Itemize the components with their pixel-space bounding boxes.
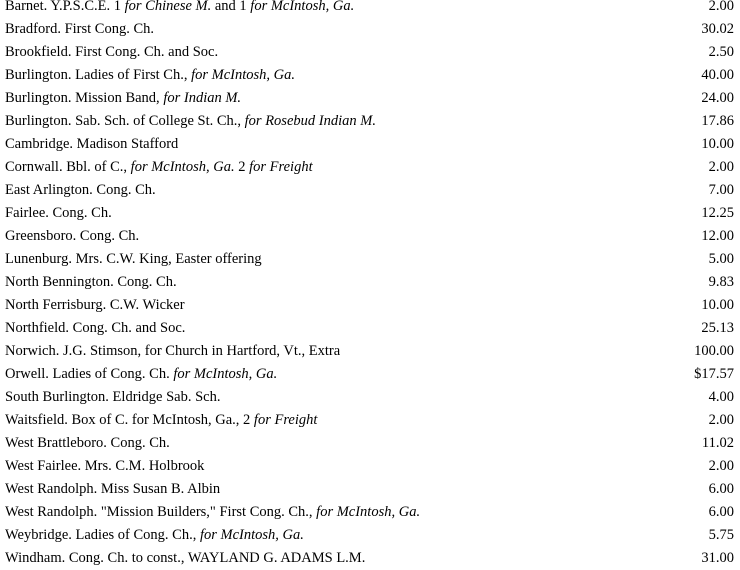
description-text: Burlington. Ladies of First Ch.,	[5, 67, 192, 83]
donation-amount: 40.00	[701, 67, 734, 83]
ledger-row	[0, 386, 740, 409]
donor-description	[5, 294, 185, 317]
ledger-row	[0, 501, 740, 524]
designation-text: for McIntosh, Ga.	[191, 67, 296, 83]
ledger-row	[0, 524, 740, 547]
ledger-row	[0, 409, 740, 432]
donation-amount: 17.86	[701, 113, 734, 129]
donation-amount: 12.25	[701, 205, 734, 221]
donor-description	[5, 0, 354, 18]
donation-amount: 6.00	[708, 504, 734, 520]
donation-amount: 11.02	[701, 435, 734, 451]
ledger-row	[0, 64, 740, 87]
ledger-row	[0, 179, 740, 202]
ledger-row	[0, 0, 740, 18]
designation-text: for Indian M.	[163, 90, 242, 106]
description-text: West Randolph. Miss Susan B. Albin	[5, 481, 221, 497]
ledger-row	[0, 248, 740, 271]
donor-description	[5, 363, 277, 386]
designation-text: for McIntosh, Ga.	[316, 504, 421, 520]
donation-amount: 2.00	[708, 458, 734, 474]
ledger-row	[0, 340, 740, 363]
donation-amount: 10.00	[701, 297, 734, 313]
description-text: Cambridge. Madison Stafford	[5, 136, 179, 152]
description-text: Northfield. Cong. Ch. and Soc.	[5, 320, 186, 336]
donor-description	[5, 317, 185, 340]
ledger-row	[0, 156, 740, 179]
designation-text: for Freight	[253, 412, 318, 428]
donor-description	[5, 455, 204, 478]
description-text: Barnet. Y.P.S.C.E. 1	[5, 0, 125, 14]
donor-description	[5, 41, 218, 64]
donation-amount: 12.00	[701, 228, 734, 244]
donor-description	[5, 340, 340, 363]
description-text: Windham. Cong. Ch. to const., WAYLAND G. ADAMS L.M.	[5, 550, 366, 566]
description-text: West Brattleboro. Cong. Ch.	[5, 435, 170, 451]
donation-amount: 5.00	[708, 251, 734, 267]
donor-description	[5, 248, 262, 271]
designation-text: for Chinese M.	[124, 0, 212, 14]
donation-amount: 2.00	[708, 0, 734, 14]
donor-description	[5, 64, 295, 87]
donation-amount: 31.00	[701, 550, 734, 566]
donor-description	[5, 478, 220, 501]
description-text: East Arlington. Cong. Ch.	[5, 182, 156, 198]
ledger-row	[0, 432, 740, 455]
description-text: Bradford. First Cong. Ch.	[5, 21, 155, 37]
description-text: West Fairlee. Mrs. C.M. Holbrook	[5, 458, 205, 474]
description-text: Fairlee. Cong. Ch.	[5, 205, 112, 221]
ledger-row	[0, 547, 740, 570]
donation-amount: 2.00	[708, 159, 734, 175]
donor-description	[5, 133, 178, 156]
donor-description	[5, 202, 112, 225]
description-text: North Bennington. Cong. Ch.	[5, 274, 177, 290]
ledger-row	[0, 317, 740, 340]
description-text: Orwell. Ladies of Cong. Ch.	[5, 366, 174, 382]
donor-description	[5, 179, 156, 202]
donor-description	[5, 524, 304, 547]
designation-text: for McIntosh, Ga.	[173, 366, 278, 382]
donor-description	[5, 409, 317, 432]
description-text: Lunenburg. Mrs. C.W. King, Easter offering	[5, 251, 262, 267]
designation-text: for Freight	[249, 159, 313, 175]
donation-amount: 6.00	[708, 481, 734, 497]
donor-description	[5, 156, 313, 179]
description-text: Cornwall. Bbl. of C.,	[5, 159, 131, 175]
donor-description	[5, 110, 376, 133]
description-text: North Ferrisburg. C.W. Wicker	[5, 297, 185, 313]
description-text: and 1	[211, 0, 251, 14]
donation-amount: 24.00	[701, 90, 734, 106]
description-text: Brookfield. First Cong. Ch. and Soc.	[5, 44, 219, 60]
ledger-row	[0, 478, 740, 501]
description-text: Burlington. Mission Band,	[5, 90, 164, 106]
donor-description	[5, 432, 170, 455]
donation-amount: 9.83	[708, 274, 734, 290]
donor-description	[5, 87, 241, 110]
ledger-row	[0, 41, 740, 64]
designation-text: for McIntosh, Ga.	[130, 159, 235, 175]
donation-amount: 2.00	[708, 412, 734, 428]
donor-description	[5, 547, 365, 570]
ledger-row	[0, 225, 740, 248]
donor-description	[5, 18, 154, 41]
description-text: Burlington. Sab. Sch. of College St. Ch.,	[5, 113, 245, 129]
description-text: Weybridge. Ladies of Cong. Ch.,	[5, 527, 200, 543]
ledger-row	[0, 455, 740, 478]
description-text: South Burlington. Eldridge Sab. Sch.	[5, 389, 221, 405]
donor-description	[5, 225, 139, 248]
donation-amount: 10.00	[701, 136, 734, 152]
donation-amount: 30.02	[701, 21, 734, 37]
donor-description	[5, 386, 220, 409]
donation-amount: 7.00	[708, 182, 734, 198]
description-text: Greensboro. Cong. Ch.	[5, 228, 140, 244]
donation-amount: 2.50	[708, 44, 734, 60]
designation-text: for McIntosh, Ga.	[199, 527, 304, 543]
description-text: Norwich. J.G. Stimson, for Church in Hartford, Vt., Extra	[5, 343, 341, 359]
description-text: 2	[234, 159, 250, 175]
ledger-row	[0, 363, 740, 386]
ledger-row	[0, 87, 740, 110]
donor-description	[5, 271, 177, 294]
ledger-row	[0, 133, 740, 156]
donor-description	[5, 501, 420, 524]
designation-text: for Rosebud Indian M.	[244, 113, 376, 129]
ledger-row	[0, 294, 740, 317]
ledger-row	[0, 202, 740, 225]
donation-amount: $17.57	[694, 366, 734, 382]
ledger-row	[0, 18, 740, 41]
ledger-row	[0, 271, 740, 294]
ledger-row	[0, 110, 740, 133]
donation-amount: 5.75	[708, 527, 734, 543]
donation-amount: 25.13	[701, 320, 734, 336]
donation-amount: 4.00	[708, 389, 734, 405]
description-text: West Randolph. "Mission Builders," First Cong. Ch.,	[5, 504, 317, 520]
designation-text: for McIntosh, Ga.	[250, 0, 355, 14]
description-text: Waitsfield. Box of C. for McIntosh, Ga., 2	[5, 412, 254, 428]
donation-amount: 100.00	[694, 343, 734, 359]
